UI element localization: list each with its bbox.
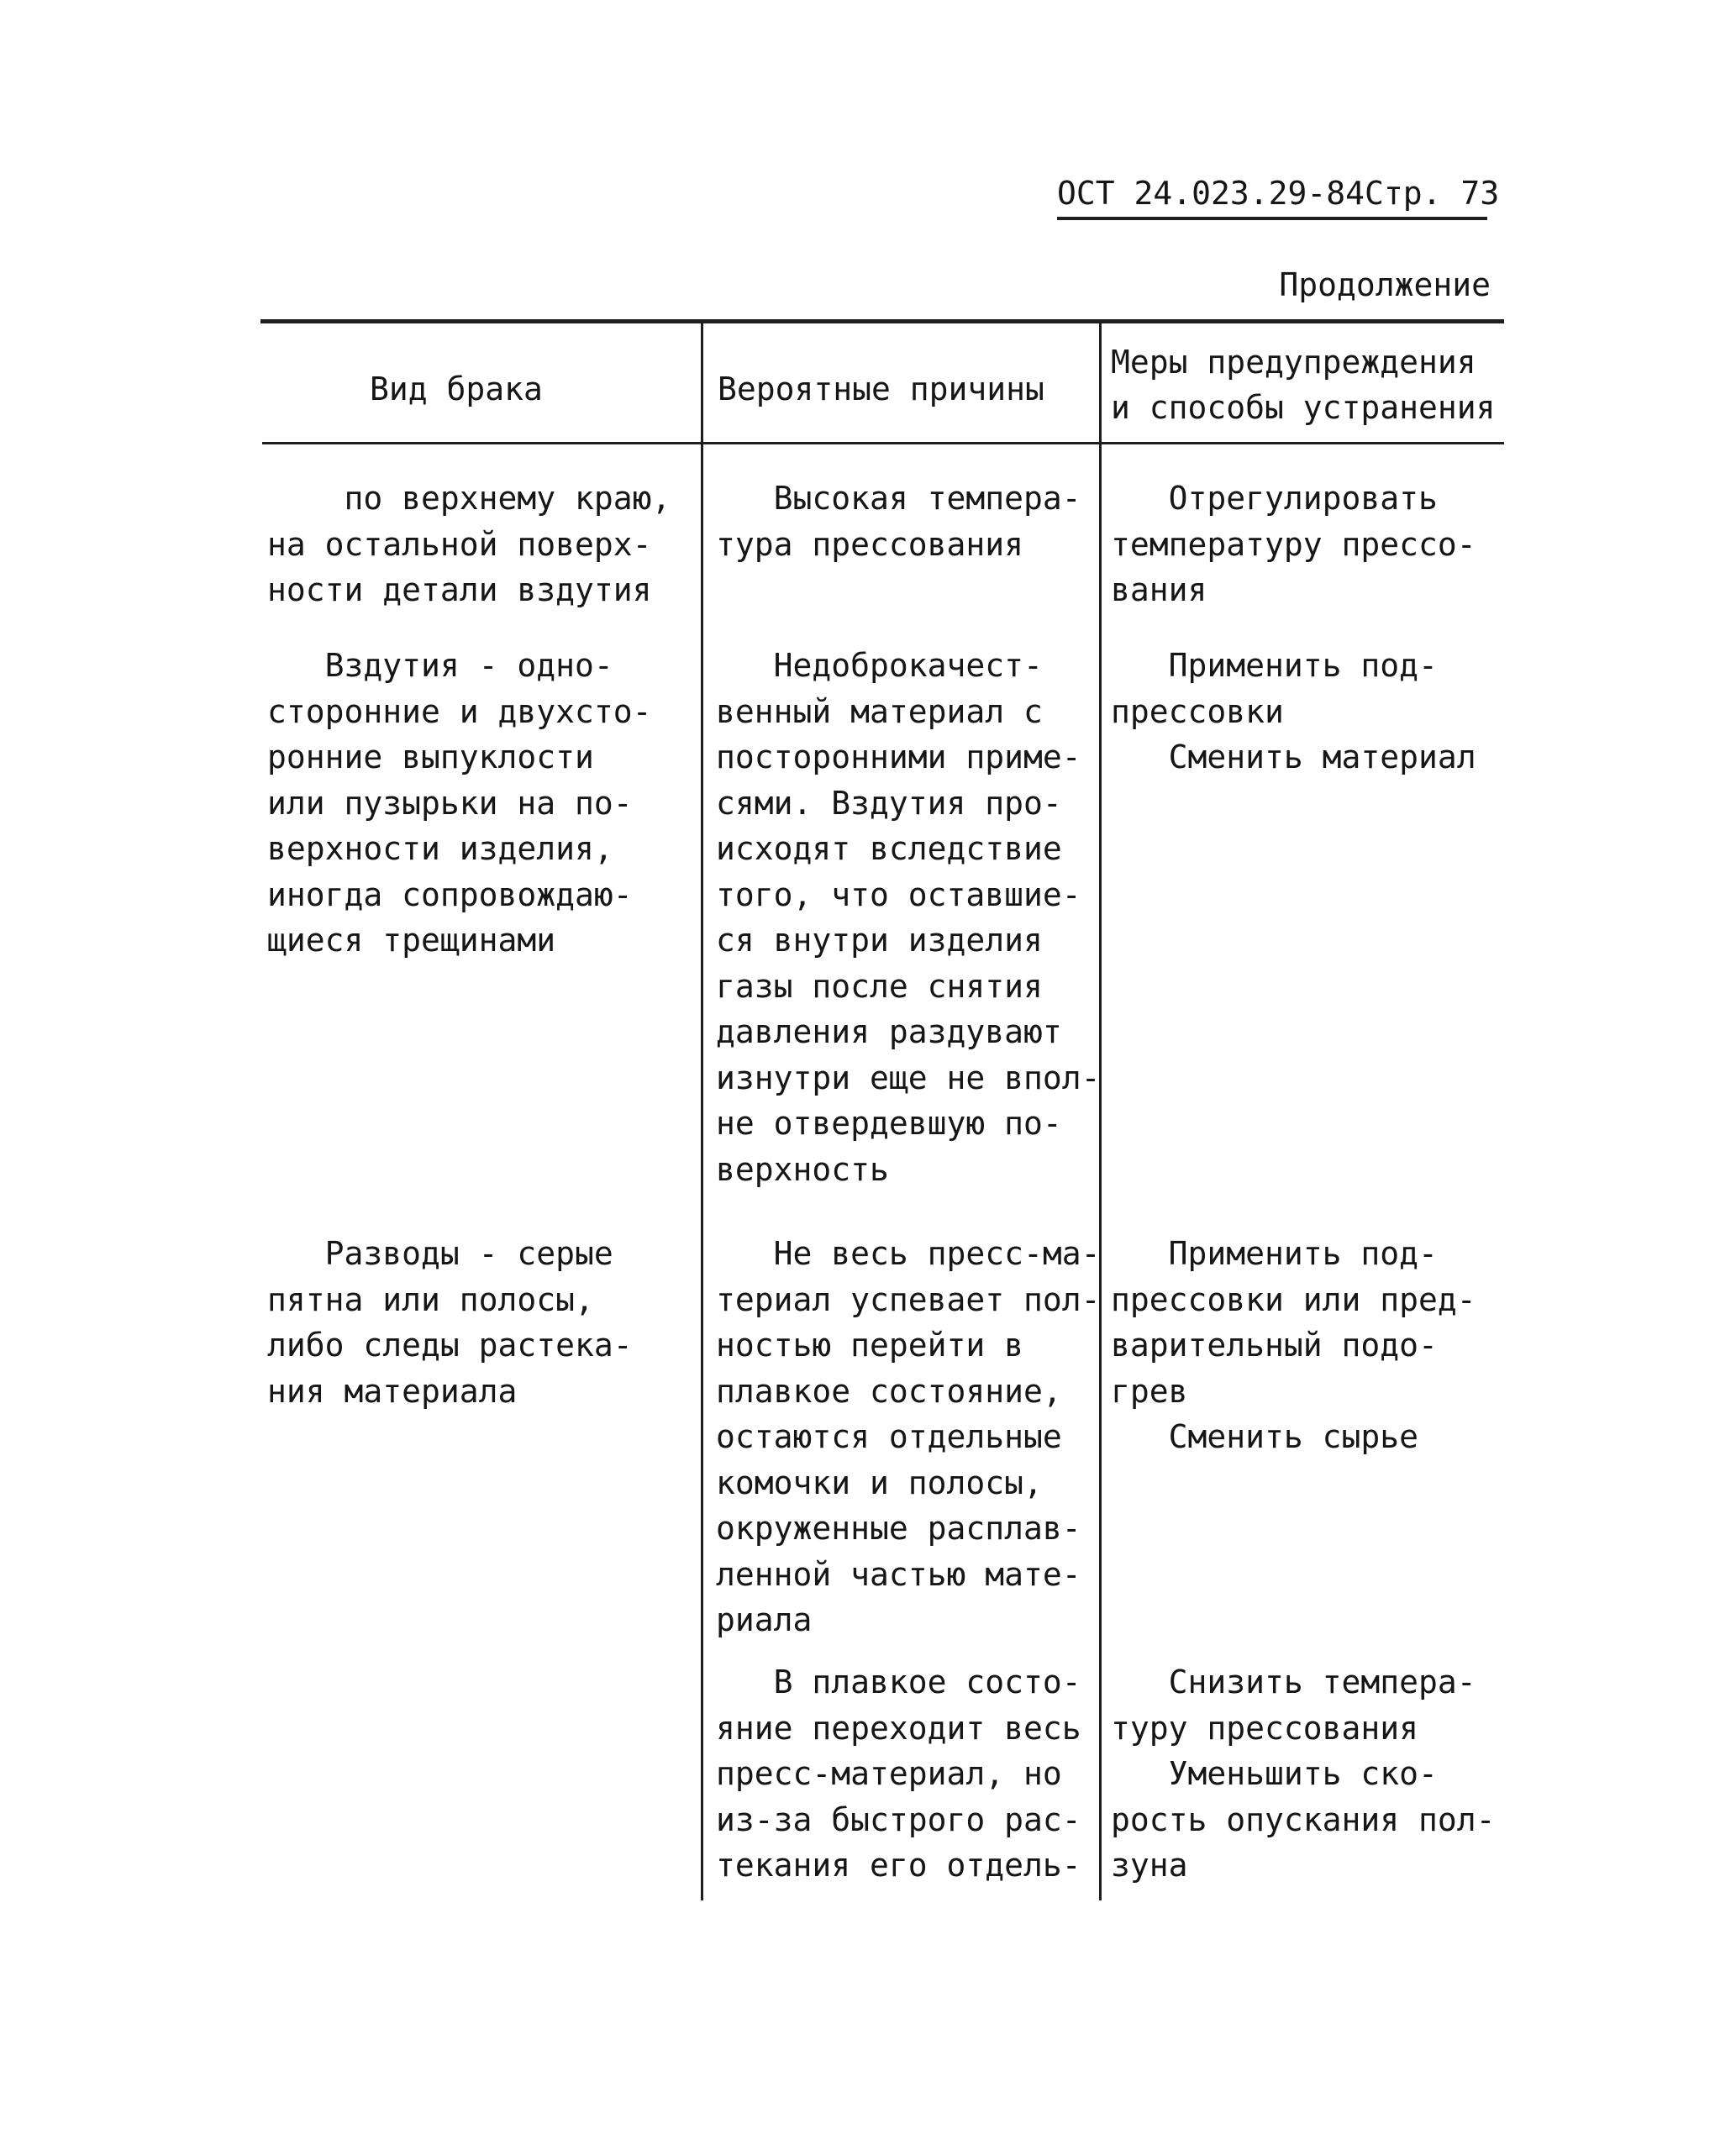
cell-causes-row-3	[716, 1231, 1101, 1643]
cell-defect-row-2	[267, 643, 652, 964]
cell-line: варительный подо-	[1111, 1327, 1438, 1364]
cell-line: прессовки или пред-	[1111, 1280, 1476, 1318]
cell-measures-row-3	[1111, 1231, 1476, 1460]
cell-line: по верхнему краю,	[267, 480, 671, 517]
cell-line: газы после снятия	[716, 967, 1043, 1005]
cell-defect-row-1	[267, 476, 671, 613]
cell-line: исходят вследствие	[716, 830, 1062, 867]
table-top-rule	[260, 319, 1504, 323]
cell-measures-row-1	[1111, 476, 1476, 613]
cell-line: ронние выпуклости	[267, 738, 594, 775]
cell-line: Сменить материал	[1111, 738, 1476, 775]
cell-line: верхности изделия,	[267, 830, 613, 867]
column-divider-1	[701, 321, 703, 1900]
cell-causes-row-1	[716, 476, 1081, 567]
cell-line: текания его отдель-	[716, 1847, 1081, 1884]
cell-line: Недоброкачест-	[716, 647, 1043, 684]
column-header-causes: Вероятные причины	[718, 371, 1044, 407]
column-header-defect: Вид брака	[370, 371, 543, 407]
cell-line: туру прессования	[1111, 1709, 1419, 1747]
cell-line: не отвердевшую по-	[716, 1105, 1062, 1142]
cell-line: того, что оставшие-	[716, 875, 1081, 913]
cell-line: плавкое состояние,	[716, 1372, 1062, 1410]
cell-defect-row-3	[267, 1231, 633, 1414]
cell-line: ности детали вздутия	[267, 571, 652, 608]
cell-line: из-за быстрого рас-	[716, 1800, 1081, 1838]
cell-line: давления раздувают	[716, 1013, 1062, 1050]
cell-line: верхность	[716, 1150, 889, 1188]
cell-line: иногда сопровождаю-	[267, 875, 633, 913]
table-header-rule	[262, 442, 1504, 444]
cell-line: прессовки	[1111, 692, 1284, 730]
cell-line: Применить под-	[1111, 647, 1438, 684]
cell-line: пятна или полосы,	[267, 1280, 594, 1318]
cell-causes-row-4	[716, 1659, 1081, 1889]
cell-line: Снизить темпера-	[1111, 1664, 1476, 1700]
cell-line: Разводы - серые	[267, 1235, 613, 1272]
cell-line: ленной частью мате-	[716, 1555, 1081, 1593]
cell-line: на остальной поверх-	[267, 525, 652, 563]
column-header-measures	[1111, 339, 1496, 430]
cell-line: вания	[1111, 571, 1207, 608]
cell-line: Вздутия - одно-	[267, 647, 613, 684]
cell-measures-row-4	[1111, 1659, 1496, 1889]
cell-line: сторонние и двухсто-	[267, 692, 652, 730]
column-header-measures-line: и способы устранения	[1111, 389, 1496, 426]
cell-line: щиеся трещинами	[267, 922, 556, 959]
cell-line: рость опускания пол-	[1111, 1800, 1496, 1838]
cell-causes-row-2	[716, 643, 1101, 1192]
cell-line: венный материал с	[716, 692, 1043, 730]
cell-line: ностью перейти в	[716, 1327, 1024, 1364]
cell-line: либо следы растека-	[267, 1327, 633, 1364]
cell-line: яние переходит весь	[716, 1709, 1081, 1747]
cell-line: зуна	[1111, 1847, 1188, 1884]
cell-line: посторонними приме-	[716, 738, 1081, 775]
cell-line: Отрегулировать	[1111, 480, 1438, 517]
cell-line: грев	[1111, 1372, 1188, 1410]
cell-line: тура прессования	[716, 525, 1024, 563]
cell-line: сями. Вздутия про-	[716, 784, 1062, 822]
cell-line: комочки и полосы,	[716, 1464, 1043, 1501]
cell-line: изнутри еще не впол-	[716, 1059, 1101, 1096]
cell-line: или пузырьки на по-	[267, 784, 633, 822]
cell-line: ся внутри изделия	[716, 922, 1043, 959]
cell-line: териал успевает пол-	[716, 1280, 1101, 1318]
cell-line: Применить под-	[1111, 1235, 1438, 1272]
cell-line: Высокая темпера-	[716, 480, 1081, 517]
cell-line: В плавкое состо-	[716, 1664, 1081, 1700]
cell-line: риала	[716, 1601, 813, 1638]
standard-number: ОСТ 24.023.29-84	[1057, 175, 1365, 212]
cell-line: Не весь пресс-ма-	[716, 1235, 1101, 1272]
page-number: Стр. 73	[1365, 175, 1500, 212]
continuation-label: Продолжение	[1279, 266, 1491, 303]
cell-line: окруженные расплав-	[716, 1510, 1081, 1547]
cell-line: температуру прессо-	[1111, 525, 1476, 563]
cell-line: ния материала	[267, 1372, 518, 1410]
cell-line: Сменить сырье	[1111, 1418, 1419, 1455]
column-header-measures-line: Меры предупреждения	[1111, 344, 1476, 381]
cell-line: остаются отдельные	[716, 1418, 1062, 1455]
cell-line: Уменьшить ско-	[1111, 1755, 1438, 1792]
cell-measures-row-2	[1111, 643, 1476, 781]
page-header	[1057, 170, 1500, 220]
cell-line: пресс-материал, но	[716, 1755, 1062, 1792]
